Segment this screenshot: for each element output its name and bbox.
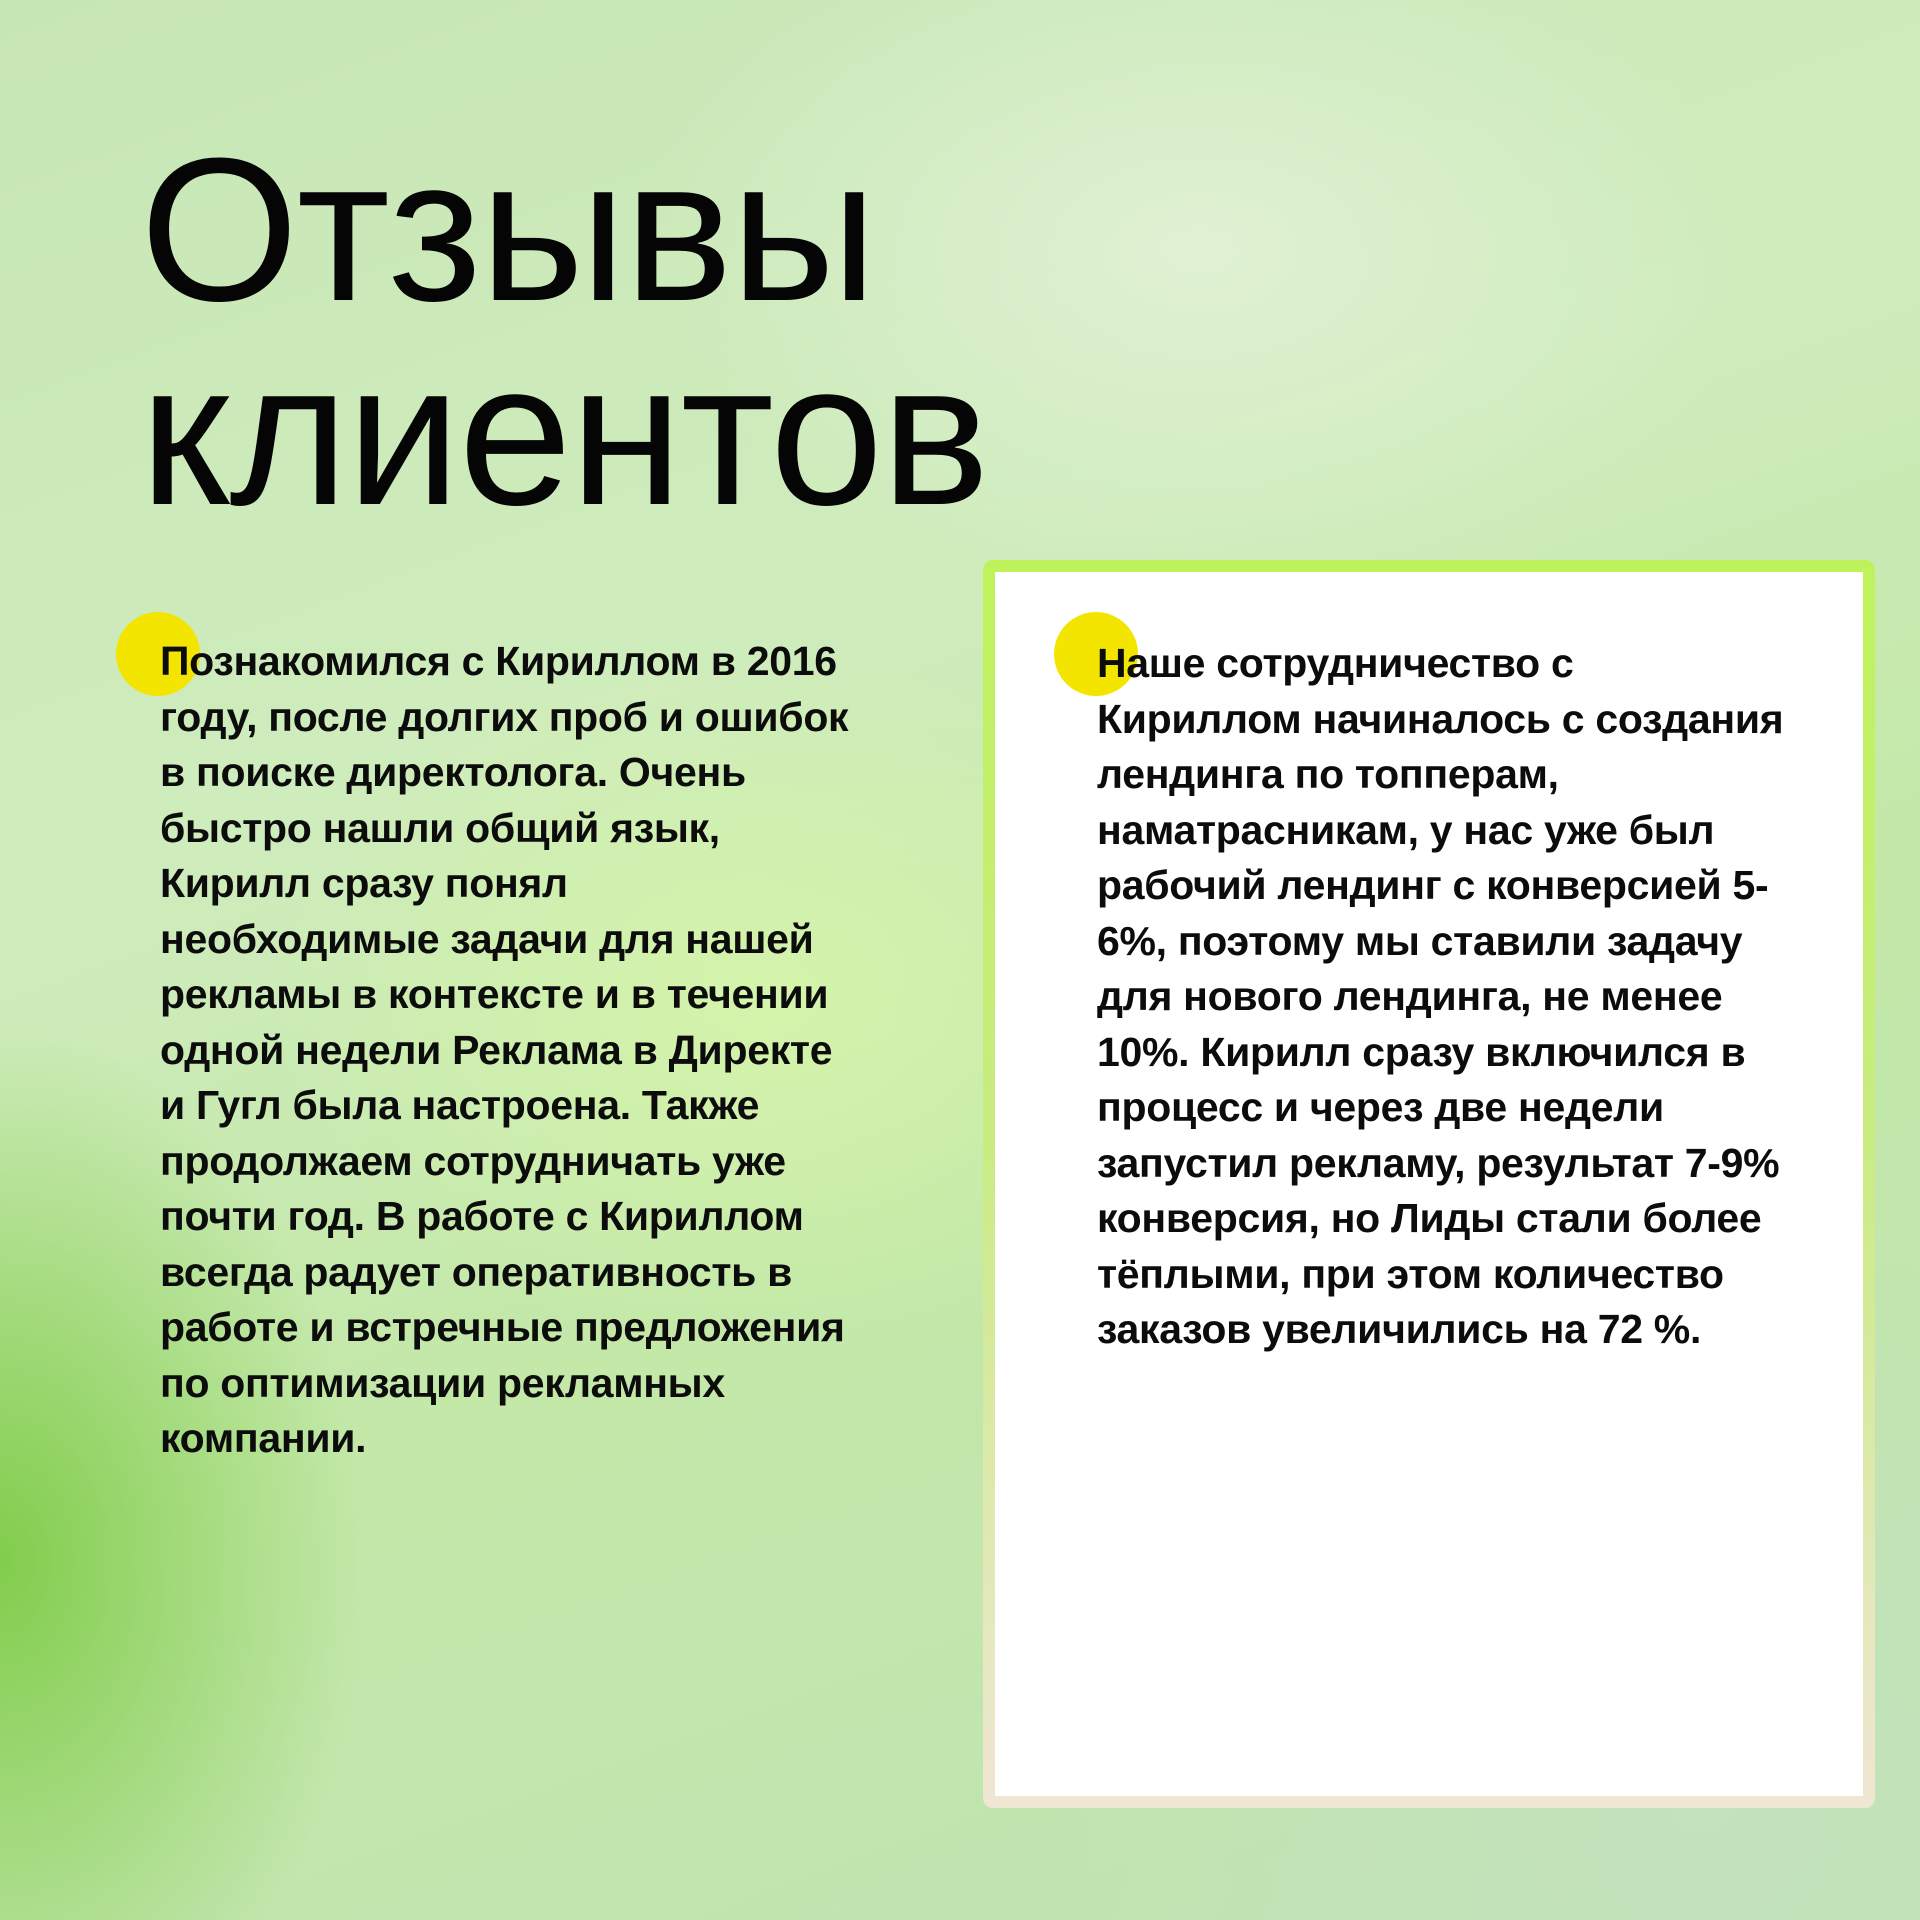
review-text: Познакомился с Кириллом в 2016 году, после долгих проб и ошибок в поиске директолога. Очень быстро нашли общий язык, Кирилл сразу понял необходимые задачи для нашей рекламы в контексте и в течении одной недели Реклама в Директе и Гугл была настроена. Также продолжаем сотрудничать уже почти год. В работе с Кириллом всегда радует оперативность в работе и встречные предложения по оптимизации рекламных компании. (160, 638, 849, 1461)
page-title-line-1: Отзывы (140, 116, 876, 344)
review-text: Наше сотрудничество с Кириллом начиналось с создания лендинга по топперам, наматрасникам, у нас уже был рабочий лендинг с конверсией 5-6%, поэтому мы ставили задачу для нового лендинга, не менее 10%. Кирилл сразу включился в процесс и через две недели запустил рекламу, результат 7-9% конверсия, но Лиды стали более тёплыми, при этом количество заказов увеличились на 72 %. (1097, 640, 1784, 1352)
page-title-line-2: клиентов (140, 320, 988, 548)
page-title (140, 116, 988, 548)
review-left (160, 634, 850, 1467)
review-right (1097, 636, 1787, 1358)
